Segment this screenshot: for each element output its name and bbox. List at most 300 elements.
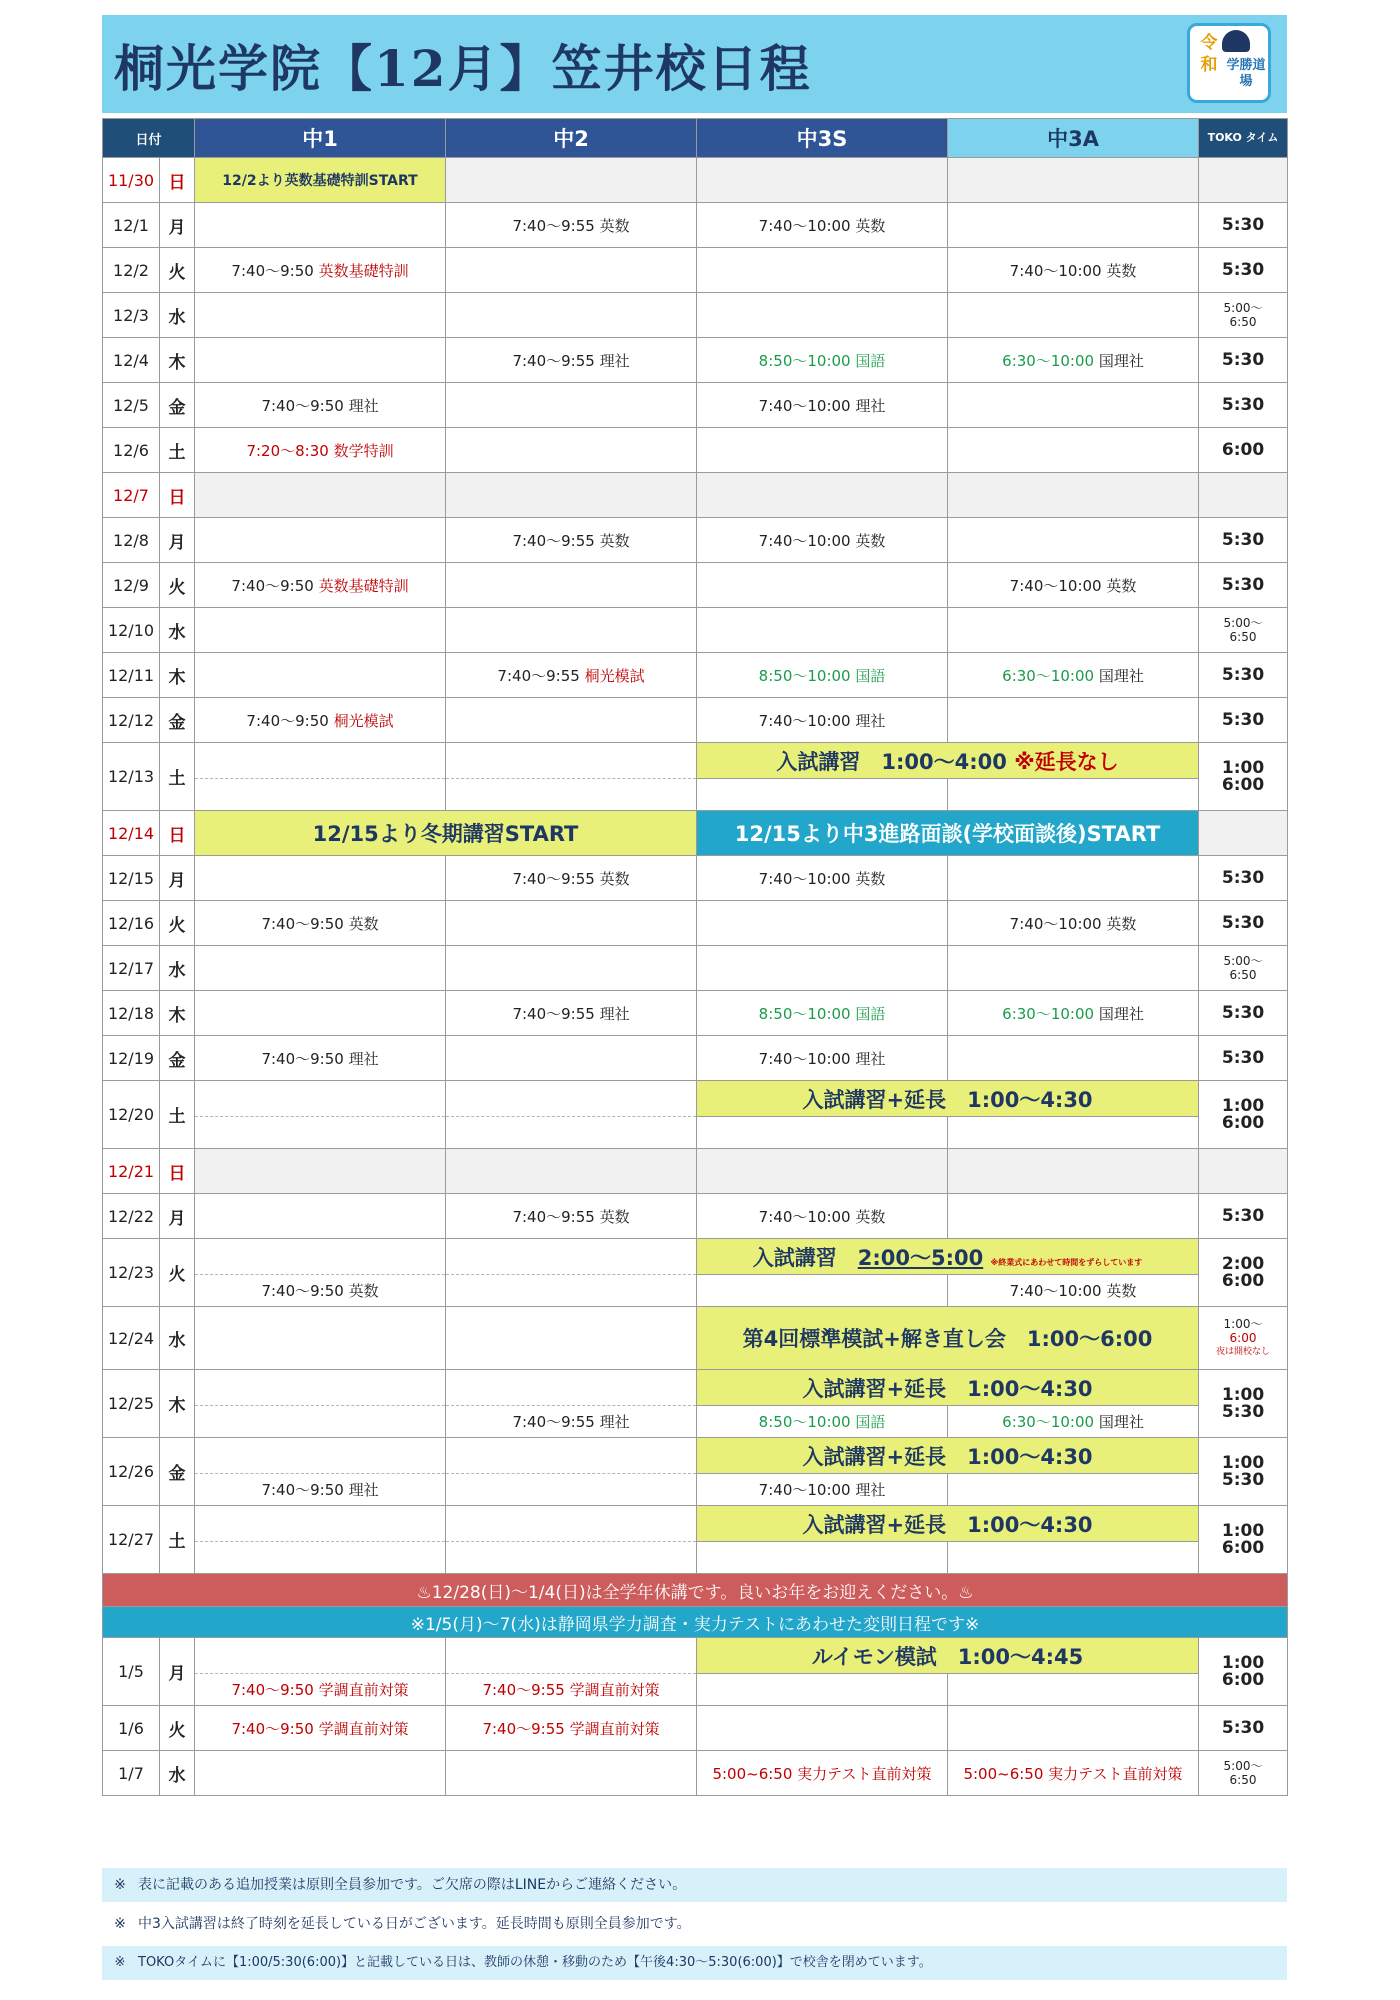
c1-cell — [195, 1307, 446, 1370]
c1-cell: 7:20～8:30 数学特訓 — [195, 428, 446, 473]
toko-cell: 5:30 — [1199, 338, 1288, 383]
c1-cell — [195, 1081, 446, 1117]
c1-cell — [195, 698, 446, 743]
c2-cell — [446, 1275, 697, 1307]
table-row — [103, 1674, 1288, 1706]
toko-note: 夜は開校なし — [1216, 1347, 1271, 1357]
toko-line: 6:00 — [1221, 1112, 1265, 1133]
toko-cell: 5:30 — [1199, 248, 1288, 293]
notice-banner: ※1/5(月)～7(水)は静岡県学力調査・実力テストにあわせた変則日程です※ — [103, 1607, 1288, 1638]
toko-cell — [1199, 1149, 1288, 1194]
c2-cell: 7:40～9:55 理社 — [446, 338, 697, 383]
c3a-cell — [948, 1474, 1199, 1506]
date-cell: 12/15 — [103, 856, 160, 901]
c3-band: 第4回標準模試+解き直し会 1:00～6:00 — [697, 1307, 1199, 1370]
c2-cell: 7:40～9:55 学調直前対策 — [446, 1674, 697, 1706]
c3s-cell — [697, 1542, 948, 1574]
time-text: 6:30～10:00 — [1002, 1004, 1095, 1023]
c2-cell — [446, 158, 697, 203]
c1-cell — [195, 1638, 446, 1674]
time-text: 6:30～10:00 — [1002, 1413, 1095, 1431]
c3a-cell — [948, 293, 1199, 338]
c3s-cell — [697, 1149, 948, 1194]
c2-cell — [446, 1506, 697, 1542]
weekday-cell: 土 — [160, 428, 195, 473]
page-title: 桐光学院【12月】笠井校日程 — [114, 39, 812, 98]
c1-cell — [195, 779, 446, 811]
toko-line: 1:00 — [1221, 1652, 1265, 1673]
toko-line: 6:00 — [1221, 774, 1265, 795]
c3a-cell — [948, 856, 1199, 901]
date-cell: 12/13 — [103, 743, 160, 811]
c3s-cell — [697, 901, 948, 946]
date-cell: 1/7 — [103, 1751, 160, 1796]
c1-cell — [195, 1239, 446, 1275]
toko-cell: 5:30 — [1199, 383, 1288, 428]
c1-cell — [195, 338, 446, 383]
band-note: ※延長なし — [1014, 749, 1119, 774]
toko-cell: 5:30 — [1199, 1706, 1288, 1751]
table-row — [103, 653, 1288, 698]
weekday-cell: 日 — [160, 158, 195, 203]
table-row — [103, 608, 1288, 653]
weekday-cell: 水 — [160, 293, 195, 338]
table-row — [103, 698, 1288, 743]
table-row — [103, 991, 1288, 1036]
date-cell: 12/2 — [103, 248, 160, 293]
c3s-cell: 8:50～10:00 国語 — [697, 653, 948, 698]
c2-cell — [446, 563, 697, 608]
c1-cell: 7:40～9:50 英数 — [195, 901, 446, 946]
c3a-cell — [948, 991, 1199, 1036]
date-cell: 12/10 — [103, 608, 160, 653]
note-3 — [102, 1946, 1287, 1980]
weekday-cell: 金 — [160, 383, 195, 428]
c1-cell — [195, 473, 446, 518]
c3-band: ルイモン模試 1:00～4:45 — [697, 1638, 1199, 1674]
c2-cell: 7:40～9:55 英数 — [446, 1194, 697, 1239]
c2-cell — [446, 1149, 697, 1194]
c2-cell — [446, 248, 697, 293]
toko-cell — [1199, 608, 1288, 653]
table-row — [103, 856, 1288, 901]
c1-cell — [195, 1506, 446, 1542]
note-2 — [102, 1907, 1287, 1941]
c3a-cell — [948, 428, 1199, 473]
toko-cell: 5:30 — [1199, 518, 1288, 563]
c2-cell: 7:40～9:55 英数 — [446, 518, 697, 563]
c3s-cell — [697, 1674, 948, 1706]
c2-cell — [446, 293, 697, 338]
c1-cell — [195, 1117, 446, 1149]
table-row — [103, 1542, 1288, 1574]
c3-band — [697, 743, 1199, 779]
note-1 — [102, 1868, 1287, 1902]
c3a-cell — [948, 158, 1199, 203]
toko-cell — [1199, 473, 1288, 518]
toko-cell: 5:30 — [1199, 1194, 1288, 1239]
weekday-cell: 金 — [160, 698, 195, 743]
c3a-cell: 7:40～10:00 英数 — [948, 248, 1199, 293]
weekday-cell: 土 — [160, 1506, 195, 1574]
toko-line: 5:00～ — [1223, 1759, 1263, 1773]
c1-cell — [195, 1194, 446, 1239]
c2-cell — [446, 1474, 697, 1506]
time-text: 7:40～9:50 — [246, 711, 329, 730]
c3a-cell — [948, 1406, 1199, 1438]
c3s-cell: 5:00~6:50 実力テスト直前対策 — [697, 1751, 948, 1796]
date-cell: 12/26 — [103, 1438, 160, 1506]
notice-row — [103, 1607, 1288, 1638]
c3a-cell: 7:40～10:00 英数 — [948, 1275, 1199, 1307]
c1-cell — [195, 1149, 446, 1194]
c2-cell — [446, 428, 697, 473]
col-c3a-header: 中3A — [948, 119, 1199, 158]
c1-cell: 7:40～9:50 学調直前対策 — [195, 1706, 446, 1751]
date-cell: 12/11 — [103, 653, 160, 698]
note-mark: ※ — [114, 1955, 126, 1970]
c3-band: 入試講習+延長 1:00～4:30 — [697, 1081, 1199, 1117]
weekday-cell: 月 — [160, 856, 195, 901]
toko-line: 6:50 — [1229, 630, 1257, 644]
toko-line: 2:00 — [1221, 1253, 1265, 1274]
table-row — [103, 1506, 1288, 1542]
c3s-cell: 7:40～10:00 理社 — [697, 1474, 948, 1506]
date-cell: 12/7 — [103, 473, 160, 518]
c2-cell — [446, 1370, 697, 1406]
c1-cell — [195, 1542, 446, 1574]
c3s-cell — [697, 946, 948, 991]
note-text: 表に記載のある追加授業は原則全員参加です。ご欠席の際はLINEからご連絡ください。 — [138, 1877, 687, 1893]
winter-course-band: 12/15より冬期講習START — [195, 811, 697, 856]
toko-cell: 5:30 — [1199, 901, 1288, 946]
c2-cell — [446, 608, 697, 653]
c3s-cell: 7:40～10:00 理社 — [697, 698, 948, 743]
table-row — [103, 203, 1288, 248]
logo-text-dojo: 学勝道場 — [1226, 58, 1266, 89]
date-cell: 12/5 — [103, 383, 160, 428]
note-mark: ※ — [114, 1877, 126, 1893]
c3s-cell — [697, 1117, 948, 1149]
c3s-cell: 7:40～10:00 英数 — [697, 518, 948, 563]
weekday-cell: 水 — [160, 608, 195, 653]
c3s-cell — [697, 779, 948, 811]
c2-cell: 7:40～9:55 英数 — [446, 856, 697, 901]
date-cell: 12/9 — [103, 563, 160, 608]
table-row — [103, 1081, 1288, 1117]
c3s-cell — [697, 293, 948, 338]
subject-text: 国理社 — [1098, 666, 1144, 685]
c3s-cell — [697, 158, 948, 203]
c3-band — [697, 1239, 1199, 1275]
toko-line: 5:00～ — [1223, 301, 1263, 315]
toko-cell: 6:00 — [1199, 428, 1288, 473]
toko-line: 5:30 — [1221, 1469, 1265, 1490]
c3a-cell — [948, 608, 1199, 653]
toko-cell — [1199, 1239, 1288, 1307]
c3a-cell — [948, 1674, 1199, 1706]
weekday-cell: 金 — [160, 1036, 195, 1081]
c3a-cell — [948, 1149, 1199, 1194]
weekday-cell: 火 — [160, 1239, 195, 1307]
c2-cell — [446, 1751, 697, 1796]
c3a-cell — [948, 518, 1199, 563]
c1-cell — [195, 608, 446, 653]
toko-line: 6:50 — [1229, 968, 1257, 982]
table-row — [103, 1117, 1288, 1149]
header-row — [103, 119, 1288, 158]
weekday-cell: 日 — [160, 473, 195, 518]
c1-cell — [195, 248, 446, 293]
toko-line: 6:00 — [1221, 1270, 1265, 1291]
toko-line: 1:00～ — [1223, 1317, 1263, 1331]
c3s-cell — [697, 428, 948, 473]
band-note: ※終業式にあわせて時間をずらしています — [990, 1257, 1143, 1267]
weekday-cell: 火 — [160, 563, 195, 608]
c1-cell — [195, 563, 446, 608]
c3a-cell — [948, 338, 1199, 383]
table-row — [103, 158, 1288, 203]
toko-cell — [1199, 1506, 1288, 1574]
c2-cell — [446, 779, 697, 811]
c2-cell — [446, 653, 697, 698]
date-cell: 12/27 — [103, 1506, 160, 1574]
c3s-cell — [697, 473, 948, 518]
note-text: TOKOタイムに【1:00/5:30(6:00)】と記載している日は、教師の休憩・移動のため【午後4:30～5:30(6:00)】で校舎を閉めています。 — [138, 1955, 932, 1970]
holiday-row — [103, 1574, 1288, 1607]
c3s-cell: 8:50～10:00 国語 — [697, 338, 948, 383]
date-cell: 12/18 — [103, 991, 160, 1036]
c3-band: 入試講習+延長 1:00～4:30 — [697, 1506, 1199, 1542]
c1-cell: 7:40～9:50 学調直前対策 — [195, 1674, 446, 1706]
band-time: 2:00～5:00 — [857, 1245, 984, 1270]
c3a-cell — [948, 473, 1199, 518]
time-text: 7:40～9:55 — [497, 666, 580, 685]
toko-line: 1:00 — [1221, 757, 1265, 778]
toko-cell — [1199, 743, 1288, 811]
c3a-cell — [948, 698, 1199, 743]
c1-cell: 7:40～9:50 理社 — [195, 1036, 446, 1081]
c3s-cell: 8:50～10:00 国語 — [697, 1406, 948, 1438]
schedule-table — [102, 118, 1288, 1796]
c2-cell — [446, 1081, 697, 1117]
c1-cell: 7:40～9:50 理社 — [195, 383, 446, 428]
c3a-cell: 7:40～10:00 英数 — [948, 563, 1199, 608]
c3-band: 入試講習+延長 1:00～4:30 — [697, 1438, 1199, 1474]
toko-cell: 5:30 — [1199, 698, 1288, 743]
toko-line: 6:50 — [1229, 1773, 1257, 1787]
subject-text: 桐光模試 — [584, 666, 645, 685]
c1-cell — [195, 203, 446, 248]
c3s-cell: 7:40～10:00 英数 — [697, 1194, 948, 1239]
table-row — [103, 383, 1288, 428]
c2-cell — [446, 1438, 697, 1474]
c2-cell — [446, 1307, 697, 1370]
weekday-cell: 月 — [160, 1194, 195, 1239]
table-row — [103, 1751, 1288, 1796]
toko-cell — [1199, 1370, 1288, 1438]
table-row — [103, 428, 1288, 473]
toko-cell: 5:30 — [1199, 653, 1288, 698]
note-mark: ※ — [114, 1916, 126, 1932]
c3a-cell — [948, 203, 1199, 248]
table-row — [103, 1307, 1288, 1370]
time-text: 7:40～9:50 — [231, 261, 314, 280]
subject-text: 英数基礎特訓 — [318, 261, 409, 280]
date-cell: 1/6 — [103, 1706, 160, 1751]
subject-text: 国理社 — [1098, 1004, 1144, 1023]
weekday-cell: 火 — [160, 901, 195, 946]
toko-cell — [1199, 1638, 1288, 1706]
date-cell: 12/17 — [103, 946, 160, 991]
c3a-cell — [948, 383, 1199, 428]
c3a-cell — [948, 1542, 1199, 1574]
table-row — [103, 1370, 1288, 1406]
date-cell: 12/16 — [103, 901, 160, 946]
date-cell: 12/24 — [103, 1307, 160, 1370]
c1-cell — [195, 1406, 446, 1438]
toko-cell — [1199, 1751, 1288, 1796]
c2-cell: 7:40～9:55 理社 — [446, 1406, 697, 1438]
weekday-cell: 火 — [160, 248, 195, 293]
band-text: 入試講習 — [752, 1245, 837, 1270]
table-row — [103, 1406, 1288, 1438]
table-row — [103, 1036, 1288, 1081]
toko-cell — [1199, 1081, 1288, 1149]
toko-line: 5:00～ — [1223, 954, 1263, 968]
c1-cell — [195, 946, 446, 991]
table-row — [103, 1638, 1288, 1674]
col-c3s-header: 中3S — [697, 119, 948, 158]
c2-cell — [446, 1638, 697, 1674]
c3a-cell: 7:40～10:00 英数 — [948, 901, 1199, 946]
subject-text: 英数基礎特訓 — [318, 576, 409, 595]
c3s-cell: 7:40～10:00 英数 — [697, 856, 948, 901]
c3s-cell: 7:40～10:00 理社 — [697, 1036, 948, 1081]
c3s-cell: 7:40～10:00 英数 — [697, 203, 948, 248]
table-row — [103, 293, 1288, 338]
date-cell: 12/3 — [103, 293, 160, 338]
time-text: 6:30～10:00 — [1002, 351, 1095, 370]
c2-cell: 7:40～9:55 英数 — [446, 203, 697, 248]
weekday-cell: 月 — [160, 1638, 195, 1706]
logo — [1187, 23, 1271, 103]
holiday-banner: ♨12/28(日)～1/4(日)は全学年休講です。良いお年をお迎えください。♨ — [103, 1574, 1288, 1607]
toko-line: 1:00 — [1221, 1520, 1265, 1541]
weekday-cell: 月 — [160, 203, 195, 248]
date-cell: 12/20 — [103, 1081, 160, 1149]
date-cell: 1/5 — [103, 1638, 160, 1706]
c3s-cell — [697, 248, 948, 293]
c3s-cell: 7:40～10:00 理社 — [697, 383, 948, 428]
toko-line: 1:00 — [1221, 1384, 1265, 1405]
header-banner — [102, 15, 1287, 113]
table-row — [103, 1194, 1288, 1239]
col-c1-header: 中1 — [195, 119, 446, 158]
table-row — [103, 743, 1288, 779]
date-cell: 12/14 — [103, 811, 160, 856]
c2-cell: 7:40～9:55 理社 — [446, 991, 697, 1036]
toko-line: 5:30 — [1221, 1401, 1265, 1422]
toko-cell: 5:30 — [1199, 563, 1288, 608]
weekday-cell: 水 — [160, 1751, 195, 1796]
table-row — [103, 1474, 1288, 1506]
weekday-cell: 土 — [160, 743, 195, 811]
c3a-cell — [948, 1706, 1199, 1751]
c1-cell — [195, 518, 446, 563]
weekday-cell: 日 — [160, 1149, 195, 1194]
weekday-cell: 木 — [160, 653, 195, 698]
table-row — [103, 1275, 1288, 1307]
c2-cell — [446, 383, 697, 428]
logo-text-reiwa: 令和 — [1200, 33, 1218, 75]
date-cell: 12/1 — [103, 203, 160, 248]
date-cell: 12/12 — [103, 698, 160, 743]
table-row — [103, 779, 1288, 811]
toko-cell: 5:30 — [1199, 1036, 1288, 1081]
toko-line: 6:50 — [1229, 315, 1257, 329]
weekday-cell: 金 — [160, 1438, 195, 1506]
c2-cell — [446, 901, 697, 946]
toko-cell — [1199, 1438, 1288, 1506]
weekday-cell: 木 — [160, 1370, 195, 1438]
band-text: 入試講習 1:00～4:00 — [776, 749, 1007, 774]
date-cell: 11/30 — [103, 158, 160, 203]
table-row — [103, 901, 1288, 946]
c3a-cell — [948, 1036, 1199, 1081]
date-cell: 12/19 — [103, 1036, 160, 1081]
c3s-cell — [697, 1275, 948, 1307]
c2-cell — [446, 743, 697, 779]
toko-cell — [1199, 811, 1288, 856]
toko-cell — [1199, 1307, 1288, 1370]
c1-cell — [195, 1751, 446, 1796]
col-c2-header: 中2 — [446, 119, 697, 158]
toko-line: 1:00 — [1221, 1452, 1265, 1473]
weekday-cell: 土 — [160, 1081, 195, 1149]
weekday-cell: 木 — [160, 338, 195, 383]
toko-line: 1:00 — [1221, 1095, 1265, 1116]
subject-text: 国理社 — [1098, 1413, 1144, 1431]
table-row — [103, 946, 1288, 991]
toko-cell — [1199, 158, 1288, 203]
c2-cell — [446, 1542, 697, 1574]
weekday-cell: 日 — [160, 811, 195, 856]
c1-cell — [195, 856, 446, 901]
c3s-cell — [697, 563, 948, 608]
date-cell: 12/8 — [103, 518, 160, 563]
c3a-cell — [948, 653, 1199, 698]
col-toko-header: TOKO タイム — [1199, 119, 1288, 158]
weekday-cell: 水 — [160, 946, 195, 991]
graduation-cap-icon — [1222, 30, 1250, 52]
date-cell: 12/23 — [103, 1239, 160, 1307]
note-text: 中3入試講習は終了時刻を延長している日がございます。延長時間も原則全員参加です。 — [138, 1916, 691, 1932]
c1-cell: 7:40～9:50 理社 — [195, 1474, 446, 1506]
weekday-cell: 水 — [160, 1307, 195, 1370]
c2-cell — [446, 1239, 697, 1275]
weekday-cell: 火 — [160, 1706, 195, 1751]
subject-text: 国理社 — [1098, 351, 1144, 370]
interview-band: 12/15より中3進路面談(学校面談後)START — [697, 811, 1199, 856]
toko-line: 6:00 — [1221, 1669, 1265, 1690]
toko-line: 6:00 — [1221, 1537, 1265, 1558]
c3a-cell — [948, 779, 1199, 811]
c2-cell — [446, 1036, 697, 1081]
time-text: 6:30～10:00 — [1002, 666, 1095, 685]
c3s-cell — [697, 608, 948, 653]
table-row — [103, 811, 1288, 856]
